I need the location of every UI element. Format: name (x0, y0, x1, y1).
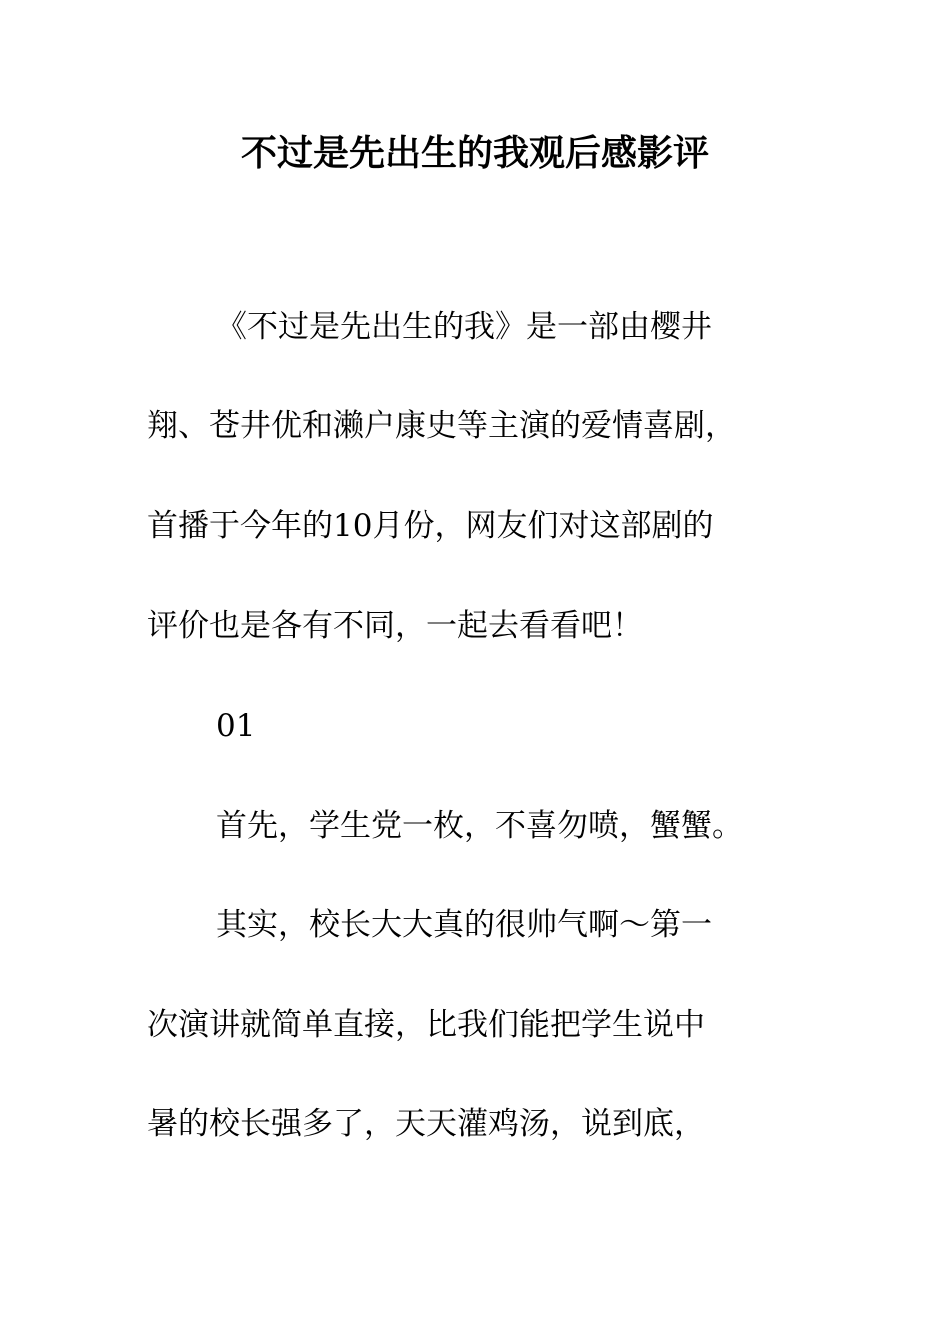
paragraph-line: 翔、苍井优和濑户康史等主演的爱情喜剧， (147, 408, 736, 444)
paragraph-line: 次演讲就简单直接，比我们能把学生说中 (147, 1007, 705, 1043)
paragraph-line: 评价也是各有不同，一起去看看吧！ (147, 608, 643, 644)
section-number: 01 (216, 708, 256, 744)
paragraph-line: 首先，学生党一枚，不喜勿喷，蟹蟹。 (216, 808, 743, 844)
document-title: 不过是先出生的我观后感影评 (240, 132, 709, 174)
paragraph-line: 暑的校长强多了，天天灌鸡汤，说到底， (147, 1106, 705, 1142)
paragraph-line: 其实，校长大大真的很帅气啊～第一 (216, 907, 712, 943)
paragraph-line: 《不过是先出生的我》是一部由樱井 (216, 309, 712, 345)
paragraph-line: 首播于今年的10月份，网友们对这部剧的 (147, 508, 714, 544)
